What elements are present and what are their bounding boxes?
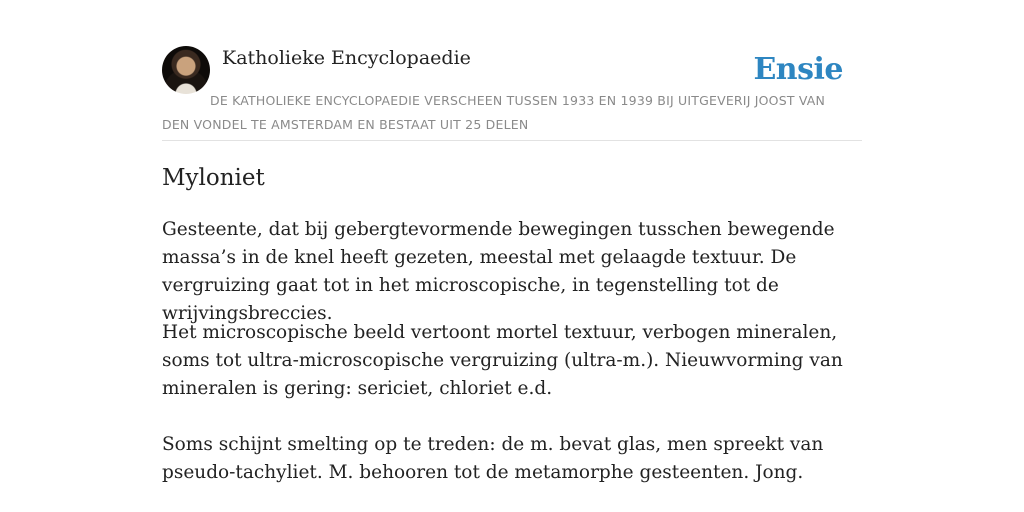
source-description: DE KATHOLIEKE ENCYCLOPAEDIE VERSCHEEN TUSSEN 1933 EN 1939 BIJ UITGEVERIJ JOOST VAN DEN VONDEL TE AMSTERDAM EN BESTAAT UIT 25 DELEN	[162, 93, 826, 132]
site-name[interactable]: Katholieke Encyclopaedie	[222, 47, 471, 69]
article-paragraph-2: Het microscopische beeld vertoont mortel textuur, verbogen mineralen, soms tot ultra-microscopische vergruizing (ultra-m.). Nieuwvorming van mineralen is gering: sericiet, chloriet e.d.	[162, 322, 843, 399]
article-paragraph-1: Gesteente, dat bij gebergtevormende bewegingen tusschen bewegende massa’s in de knel heeft gezeten, meestal met gelaagde textuur. De vergruizing gaat tot in het microscopische, in tegenstelling tot de wrijvingsbreccies.	[162, 219, 835, 324]
header	[162, 0, 862, 141]
page	[162, 0, 862, 483]
portrait-avatar[interactable]	[162, 46, 210, 94]
article-title: Myloniet	[162, 165, 265, 191]
brand-logo[interactable]: Ensie	[753, 52, 843, 87]
article-paragraph-3: Soms schijnt smelting op te treden: de m. bevat glas, men spreekt van pseudo-tachyliet. M. behooren tot de metamorphe gesteenten. Jong.	[162, 434, 824, 483]
